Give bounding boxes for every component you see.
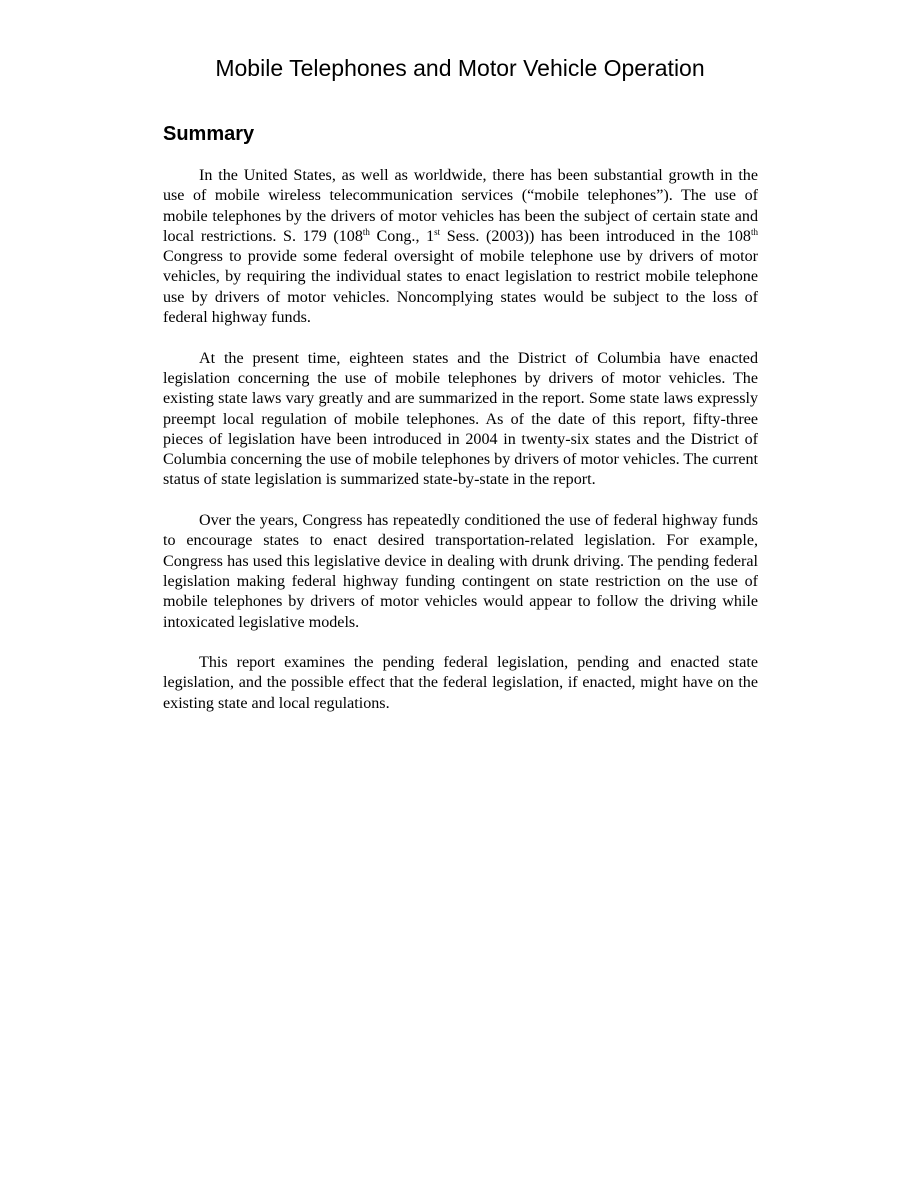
paragraph-1-text-b: Cong., 1 (369, 227, 435, 245)
document-title: Mobile Telephones and Motor Vehicle Operation (215, 55, 705, 81)
superscript-st: st (434, 226, 441, 237)
superscript-th-2: th (750, 226, 758, 237)
paragraph-1-text-d: Congress to provide some federal oversight of mobile telephone use by drivers of motor vehicles, by requiring the individual states to enact legislation to restrict mobile telephone use by drivers of motor vehicles. Noncomplying states would be subject to the loss of federal highway funds. (163, 248, 758, 327)
summary-paragraph-3: Over the years, Congress has repeatedly conditioned the use of federal highway funds to encourage states to enact desired transportation-related legislation. For example, Congress has used this legislative device in dealing with drunk driving. The pending federal legislation making federal highway funding contingent on state restriction on the use of mobile telephones by drivers of motor vehicles would appear to follow the driving while intoxicated legislative models. (163, 512, 758, 631)
summary-paragraph-1 (163, 166, 758, 328)
summary-paragraph-4: This report examines the pending federal legislation, pending and enacted state legislation, and the possible effect that the federal legislation, if enacted, might have on the existing state and local regulations. (163, 654, 758, 712)
superscript-th-1: th (362, 226, 370, 237)
paragraph-1-text-a: In the United States, as well as worldwide, there has been substantial growth in the use of mobile wireless telecommunication services (“mobile telephones”). The use of mobile telephones by the drivers of motor vehicles has been the subject of certain state and local restrictions. S. 179 (108 (163, 167, 758, 245)
section-heading-summary: Summary (163, 123, 255, 145)
summary-body (163, 166, 758, 734)
paragraph-1-text-c: Sess. (2003)) has been introduced in the 108 (440, 227, 751, 245)
summary-paragraph-2: At the present time, eighteen states and the District of Columbia have enacted legislation concerning the use of mobile telephones by drivers of motor vehicles. The existing state laws vary greatly and are summarized in the report. Some state laws expressly preempt local regulation of mobile telephones. As of the date of this report, fifty-three pieces of legislation have been introduced in 2004 in twenty-six states and the District of Columbia concerning the use of mobile telephones by drivers of motor vehicles. The current status of state legislation is summarized state-by-state in the report. (163, 349, 759, 489)
